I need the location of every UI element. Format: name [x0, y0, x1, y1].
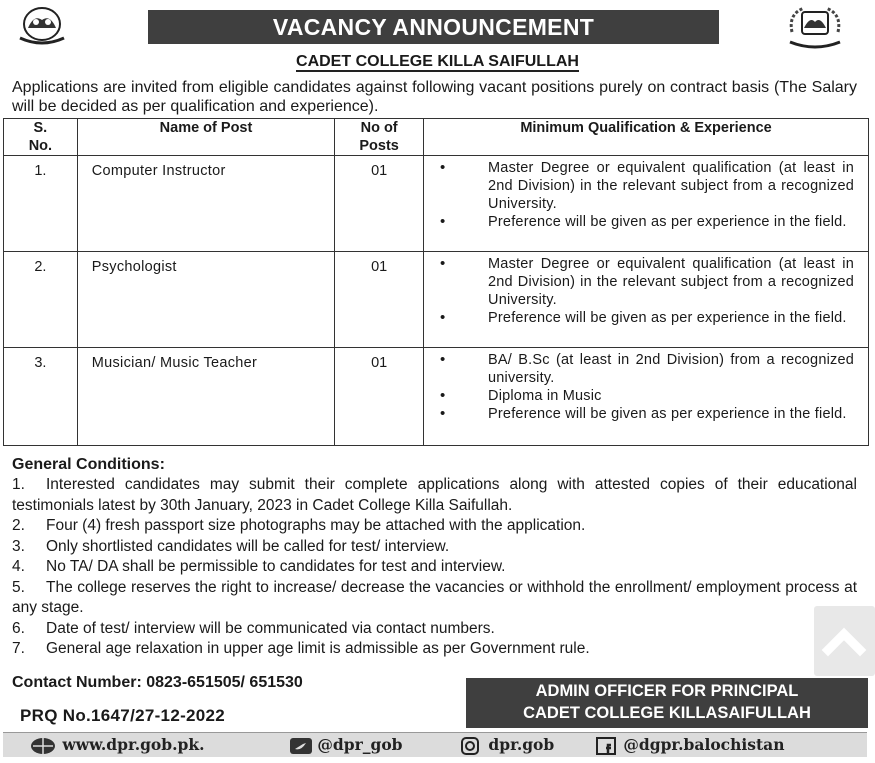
facebook-icon [596, 737, 618, 755]
condition-item: 1. Interested candidates may submit their complete applications along with attested copies of their educational testimonials latest by 30th January, 2023 in Cadet College Killa Saifullah. [12, 476, 857, 514]
qualification-list [424, 348, 868, 423]
row-post: Psychologist [91, 259, 177, 275]
row-posts: 01 [371, 355, 388, 371]
qualification-item: • BA/ B.Sc (at least in 2nd Division) from a recognized university. [424, 351, 854, 387]
row-post: Computer Instructor [91, 163, 226, 179]
qualification-list [424, 156, 868, 231]
footer-website[interactable]: www.dpr.gob.pk. [29, 735, 204, 755]
header-post: Name of Post [77, 119, 334, 156]
qualification-item: • Preference will be given as per experience in the field. [424, 213, 854, 231]
general-conditions-list [12, 475, 857, 660]
row-post: Musician/ Music Teacher [91, 355, 258, 371]
condition-item: 7. General age relaxation in upper age limit is admissible as per Government rule. [12, 640, 590, 657]
footer-twitter[interactable]: @dpr_gob [290, 735, 403, 754]
qualification-item: • Master Degree or equivalent qualification (at least in 2nd Division) in the relevant subject from a recognized University. [424, 255, 854, 309]
row-sno: 3. [34, 355, 47, 371]
qualification-item: • Master Degree or equivalent qualification (at least in 2nd Division) in the relevant subject from a recognized University. [424, 159, 854, 213]
qualification-item: • Preference will be given as per experience in the field. [424, 309, 854, 327]
globe-icon [29, 737, 57, 755]
college-name-heading: CADET COLLEGE KILLA SAIFULLAH [296, 53, 579, 70]
header-qualification: Minimum Qualification & Experience [424, 119, 869, 156]
footer-facebook[interactable]: @dgpr.balochistan [596, 735, 784, 755]
header-sno: S. No. [4, 119, 78, 156]
table-header-row [4, 119, 869, 156]
header-posts: No of Posts [335, 119, 424, 156]
qualification-item: • Diploma in Music [424, 387, 854, 405]
admin-line-1: ADMIN OFFICER FOR PRINCIPAL [535, 682, 799, 700]
prq-number: PRQ No.1647/27-12-2022 [20, 706, 226, 725]
vacancy-announcement-banner: VACANCY ANNOUNCEMENT [148, 10, 719, 44]
instagram-icon [459, 737, 483, 755]
footer-bar [3, 732, 867, 757]
vacancy-table [3, 118, 869, 446]
table-row [4, 348, 869, 446]
row-sno: 2. [34, 259, 47, 275]
condition-item: 3. Only shortlisted candidates will be called for test/ interview. [12, 537, 450, 555]
admin-line-2: CADET COLLEGE KILLASAIFULLAH [523, 704, 811, 722]
scroll-to-top-button[interactable] [814, 606, 875, 676]
row-posts: 01 [371, 163, 388, 179]
general-conditions-heading: General Conditions: [12, 456, 165, 473]
table-row [4, 156, 869, 252]
contact-number: Contact Number: 0823-651505/ 651530 [12, 674, 303, 691]
table-row [4, 252, 869, 348]
admin-officer-box [466, 678, 868, 728]
qualification-item: • Preference will be given as per experience in the field. [424, 405, 854, 423]
condition-item: 4. No TA/ DA shall be permissible to candidates for test and interview. [12, 558, 506, 575]
college-logo-left [14, 4, 70, 48]
twitter-icon [290, 738, 312, 754]
condition-item: 6. Date of test/ interview will be communicated via contact numbers. [12, 619, 495, 637]
condition-item: 5. The college reserves the right to increase/ decrease the vacancies or withhold the enrollment/ employment process at any stage. [12, 578, 857, 616]
row-sno: 1. [34, 163, 47, 179]
qualification-list [424, 252, 868, 327]
government-seal-right [784, 2, 846, 54]
intro-paragraph: Applications are invited from eligible candidates against following vacant positions purely on contract basis (The Salary will be decided as per qualification and experience). [12, 79, 857, 115]
row-posts: 01 [371, 259, 388, 275]
chevron-up-icon [814, 606, 875, 676]
condition-item: 2. Four (4) fresh passport size photographs may be attached with the application. [12, 517, 586, 534]
footer-instagram[interactable]: dpr.gob [459, 735, 554, 755]
